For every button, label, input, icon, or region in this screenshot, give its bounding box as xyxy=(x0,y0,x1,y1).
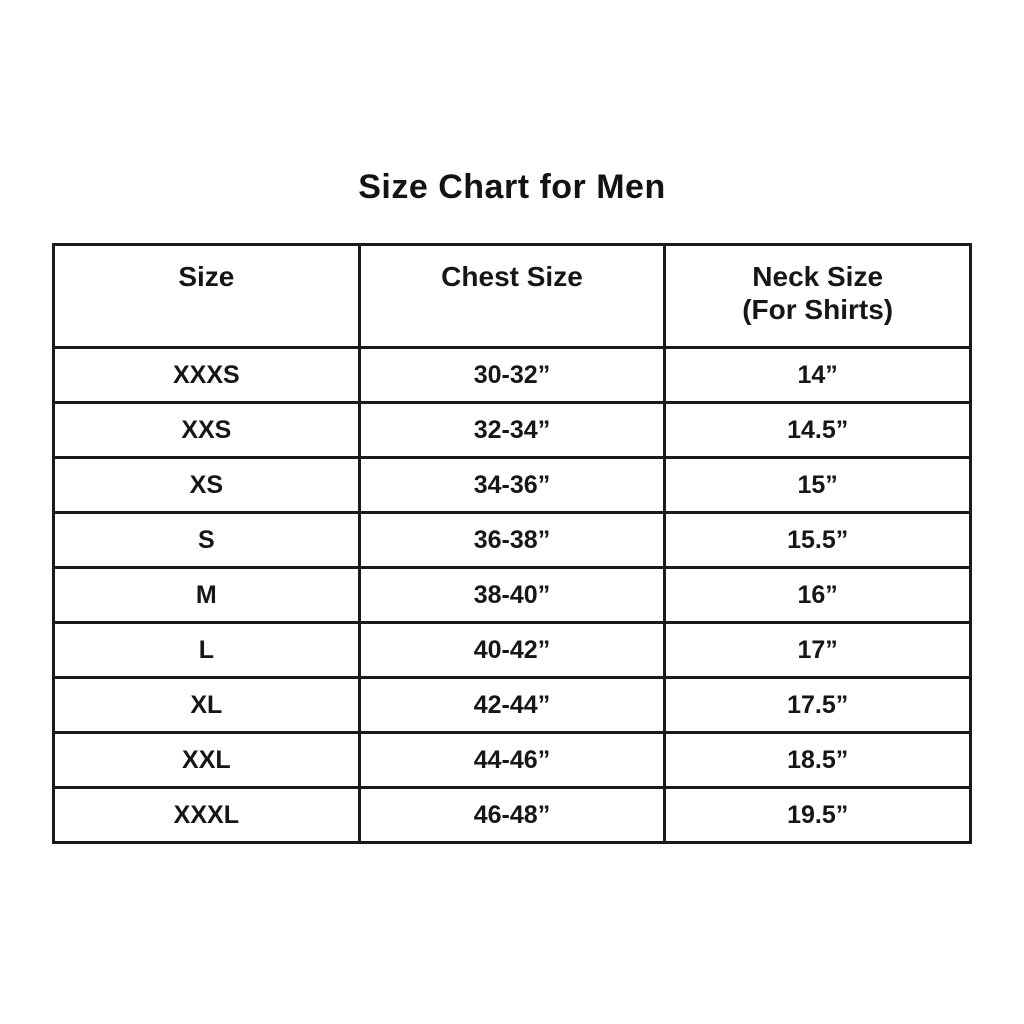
neck-cell: 17.5” xyxy=(665,678,971,733)
neck-cell: 14” xyxy=(665,348,971,403)
header-row xyxy=(54,245,971,348)
chest-cell: 36-38” xyxy=(359,513,665,568)
page-title: Size Chart for Men xyxy=(358,168,666,206)
chest-cell: 42-44” xyxy=(359,678,665,733)
table-body xyxy=(54,348,971,843)
size-chart-table xyxy=(52,243,972,844)
table-header xyxy=(54,245,971,348)
chest-cell: 30-32” xyxy=(359,348,665,403)
neck-cell: 15” xyxy=(665,458,971,513)
chest-cell: 38-40” xyxy=(359,568,665,623)
header-chest-size xyxy=(359,245,665,348)
table-row xyxy=(54,513,971,568)
chest-cell: 40-42” xyxy=(359,623,665,678)
table-row xyxy=(54,733,971,788)
header-neck-label-line2: (For Shirts) xyxy=(742,294,894,325)
neck-cell: 18.5” xyxy=(665,733,971,788)
chest-cell: 44-46” xyxy=(359,733,665,788)
size-cell: M xyxy=(54,568,360,623)
chest-cell: 32-34” xyxy=(359,403,665,458)
table-row xyxy=(54,348,971,403)
table-row xyxy=(54,788,971,843)
size-cell: S xyxy=(54,513,360,568)
neck-cell: 16” xyxy=(665,568,971,623)
table-row xyxy=(54,403,971,458)
size-cell: XL xyxy=(54,678,360,733)
neck-cell: 19.5” xyxy=(665,788,971,843)
chest-cell: 34-36” xyxy=(359,458,665,513)
table-row xyxy=(54,623,971,678)
table-row xyxy=(54,568,971,623)
neck-cell: 17” xyxy=(665,623,971,678)
header-size xyxy=(54,245,360,348)
chest-cell: 46-48” xyxy=(359,788,665,843)
table-row xyxy=(54,678,971,733)
size-cell: L xyxy=(54,623,360,678)
neck-cell: 14.5” xyxy=(665,403,971,458)
size-cell: XXS xyxy=(54,403,360,458)
header-chest-label: Chest Size xyxy=(441,261,583,292)
table-row xyxy=(54,458,971,513)
size-cell: XXL xyxy=(54,733,360,788)
header-neck-label-line1: Neck Size xyxy=(752,261,884,292)
neck-cell: 15.5” xyxy=(665,513,971,568)
header-size-label: Size xyxy=(178,261,235,292)
size-cell: XXXS xyxy=(54,348,360,403)
header-neck-size xyxy=(665,245,971,348)
size-cell: XS xyxy=(54,458,360,513)
size-cell: XXXL xyxy=(54,788,360,843)
